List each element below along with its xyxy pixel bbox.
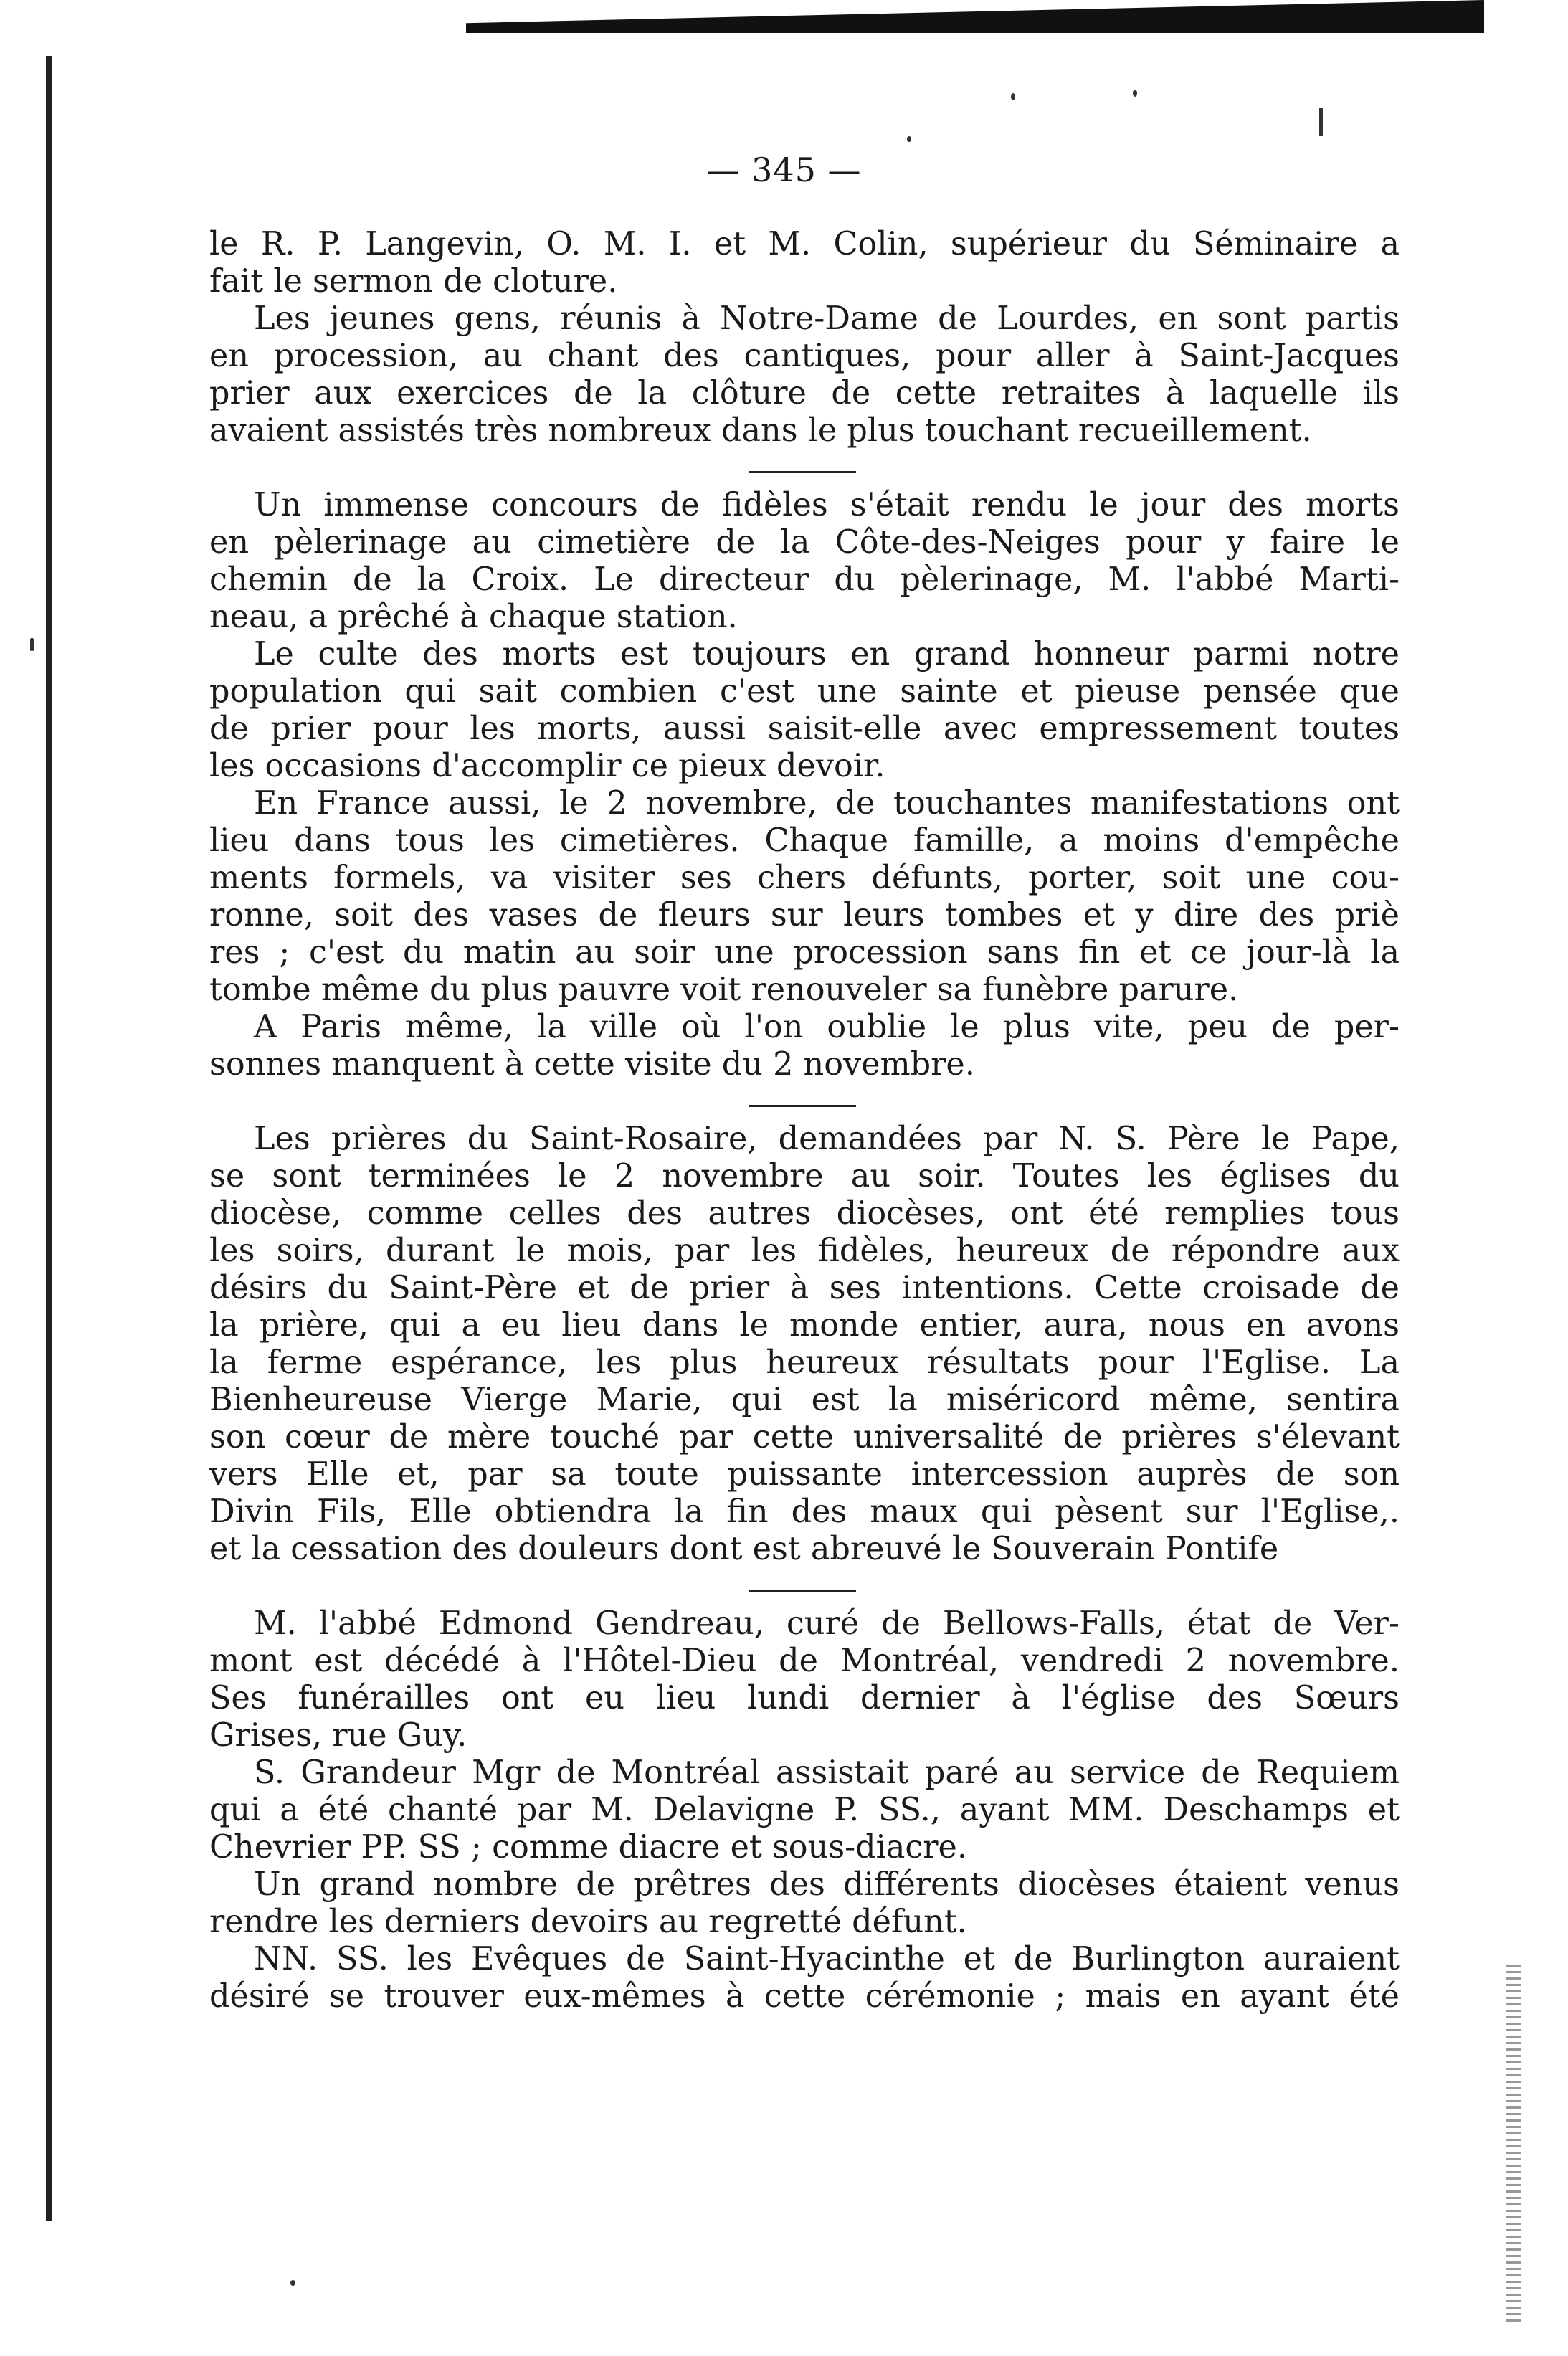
paragraph [209, 1754, 1400, 1866]
scan-speck [290, 2280, 295, 2286]
scan-margin-noise [1506, 1965, 1521, 2323]
scan-speck [1133, 90, 1137, 97]
text-line: chemin de la Croix. Le directeur du pèlerinage, M. l'abbé Marti- [209, 561, 1400, 598]
text-line: A Paris même, la ville où l'on oublie le plus vite, peu de per- [254, 1009, 1400, 1045]
top-rule [466, 0, 1484, 33]
text-line: Le culte des morts est toujours en grand honneur parmi notre [254, 636, 1400, 673]
text-line: population qui sait combien c'est une sainte et pieuse pensée que [209, 673, 1400, 710]
text-line: M. l'abbé Edmond Gendreau, curé de Bellows-Falls, état de Ver- [254, 1605, 1400, 1642]
text-line: Les jeunes gens, réunis à Notre-Dame de Lourdes, en sont partis [254, 300, 1400, 337]
text-line: prier aux exercices de la clôture de cette retraites à laquelle ils [209, 375, 1400, 412]
text-line: ronne, soit des vases de fleurs sur leurs tombes et y dire des priè [209, 897, 1400, 934]
section-separator [209, 450, 1400, 487]
text-line: avaient assistés très nombreux dans le plus touchant recueillement. [209, 412, 1312, 449]
text-line: Un grand nombre de prêtres des différents diocèses étaient venus [254, 1866, 1400, 1903]
text-line: la prière, qui a eu lieu dans le monde entier, aura, nous en avons [209, 1307, 1400, 1344]
text-line: En France aussi, le 2 novembre, de touchantes manifestations ont [254, 785, 1400, 822]
text-line: Bienheureuse Vierge Marie, qui est la miséricord même, sentira [209, 1382, 1400, 1418]
section-separator [209, 1568, 1400, 1605]
text-line: et la cessation des douleurs dont est abreuvé le Souverain Pontife [209, 1531, 1279, 1567]
paragraph [209, 226, 1400, 300]
text-line: Un immense concours de fidèles s'était rendu le jour des morts [254, 487, 1400, 523]
text-line: fait le sermon de cloture. [209, 263, 618, 300]
text-line: rendre les derniers devoirs au regretté défunt. [209, 1904, 967, 1940]
text-line: Les prières du Saint-Rosaire, demandées par N. S. Père le Pape, [254, 1121, 1400, 1157]
text-line: qui a été chanté par M. Delavigne P. SS., ayant MM. Deschamps et [209, 1792, 1400, 1828]
text-line: Chevrier PP. SS ; comme diacre et sous-diacre. [209, 1829, 968, 1866]
scan-speck [30, 638, 34, 651]
paragraph [209, 785, 1400, 1009]
text-line: sonnes manquent à cette visite du 2 novembre. [209, 1046, 975, 1083]
paragraph [209, 1009, 1400, 1083]
text-line: NN. SS. les Evêques de Saint-Hyacinthe et de Burlington auraient [254, 1941, 1400, 1977]
text-line: Ses funérailles ont eu lieu lundi dernier à l'église des Sœurs [209, 1680, 1400, 1716]
text-line: désirs du Saint-Père et de prier à ses intentions. Cette croisade de [209, 1270, 1400, 1306]
text-line: de prier pour les morts, aussi saisit-elle avec empressement toutes [209, 711, 1400, 747]
text-line: son cœur de mère touché par cette universalité de prières s'élevant [209, 1419, 1400, 1455]
text-line: mont est décédé à l'Hôtel-Dieu de Montréal, vendredi 2 novembre. [209, 1643, 1400, 1679]
text-line: se sont terminées le 2 novembre au soir. Toutes les églises du [209, 1158, 1400, 1194]
scan-speck [1011, 93, 1015, 100]
text-line: la ferme espérance, les plus heureux résultats pour l'Eglise. La [209, 1344, 1400, 1381]
text-line: vers Elle et, par sa toute puissante intercession auprès de son [209, 1456, 1400, 1493]
paragraph [209, 1866, 1400, 1941]
text-line: lieu dans tous les cimetières. Chaque famille, a moins d'empêche [209, 822, 1400, 859]
paragraph [209, 1605, 1400, 1754]
text-line: tombe même du plus pauvre voit renouveler sa funèbre parure. [209, 972, 1239, 1008]
text-line: ments formels, va visiter ses chers défunts, porter, soit une cou- [209, 860, 1400, 896]
section-separator [209, 1083, 1400, 1121]
page-edge-shadow [46, 56, 52, 2221]
paragraph [209, 636, 1400, 785]
text-line: en pèlerinage au cimetière de la Côte-des-Neiges pour y faire le [209, 524, 1400, 561]
scan-speck [1319, 108, 1323, 136]
text-line: S. Grandeur Mgr de Montréal assistait paré au service de Requiem [254, 1754, 1400, 1791]
text-line: les occasions d'accomplir ce pieux devoir. [209, 748, 885, 784]
text-line: le R. P. Langevin, O. M. I. et M. Colin, supérieur du Séminaire a [209, 226, 1400, 262]
paragraph [209, 487, 1400, 636]
text-line: diocèse, comme celles des autres diocèses, ont été remplies tous [209, 1195, 1400, 1232]
text-line: res ; c'est du matin au soir une procession sans fin et ce jour-là la [209, 934, 1400, 971]
text-line: neau, a prêché à chaque station. [209, 599, 738, 635]
text-line: Grises, rue Guy. [209, 1717, 467, 1754]
paragraph [209, 300, 1400, 450]
scan-speck [907, 136, 911, 142]
article-text [209, 226, 1400, 2015]
text-line: Divin Fils, Elle obtiendra la fin des maux qui pèsent sur l'Eglise,. [209, 1493, 1400, 1530]
paragraph [209, 1121, 1400, 1568]
text-line: les soirs, durant le mois, par les fidèles, heureux de répondre aux [209, 1232, 1400, 1269]
text-line: désiré se trouver eux-mêmes à cette cérémonie ; mais en ayant été [209, 1978, 1400, 2015]
page-number: — 345 — [706, 151, 862, 189]
paragraph [209, 1941, 1400, 2015]
text-line: en procession, au chant des cantiques, pour aller à Saint-Jacques [209, 338, 1400, 374]
